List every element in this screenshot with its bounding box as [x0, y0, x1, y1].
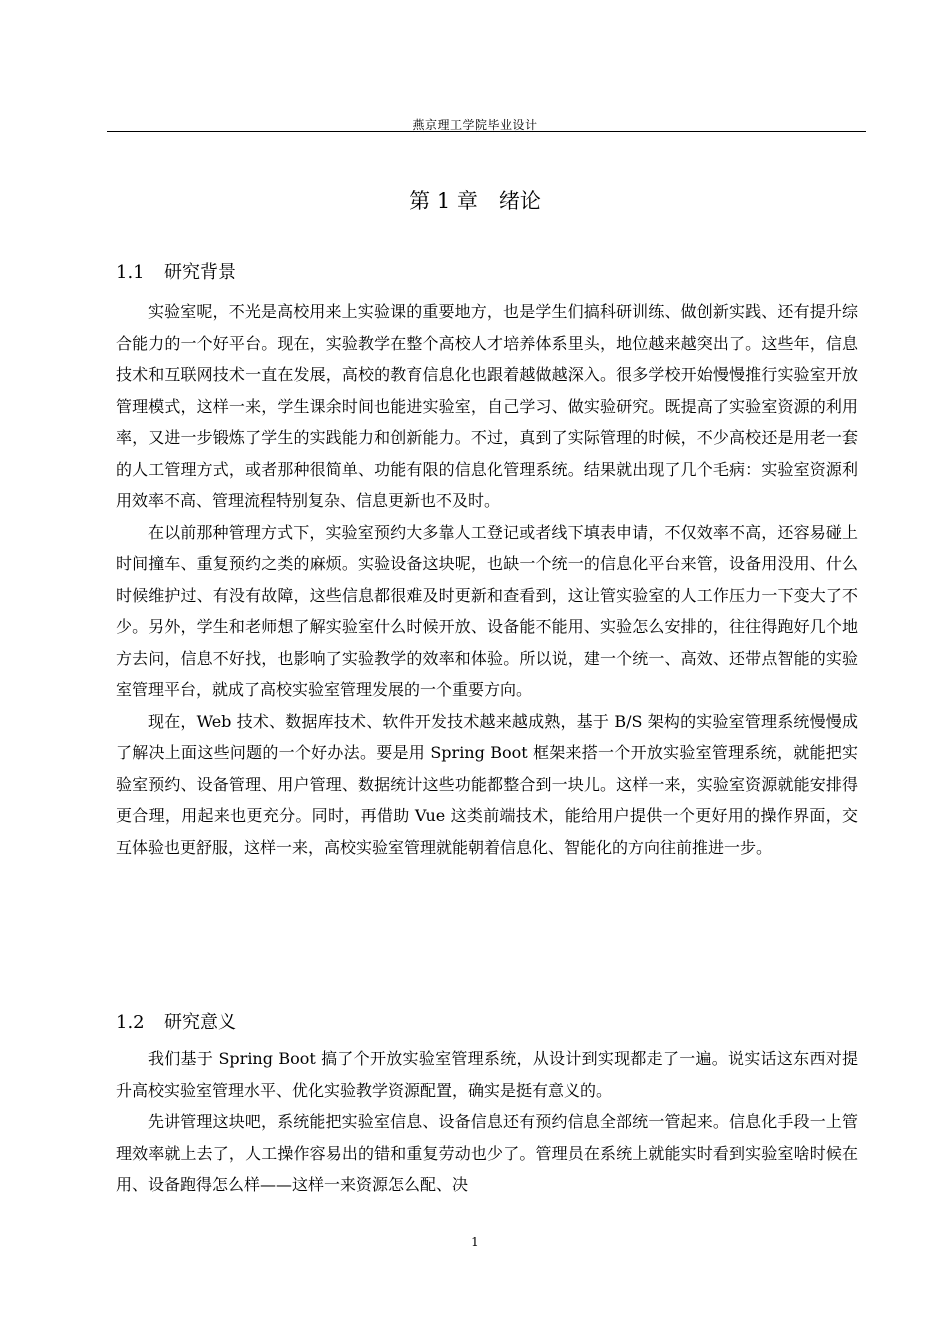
section-1-1-body — [116, 296, 858, 863]
paragraph: 先讲管理这块吧，系统能把实验室信息、设备信息还有预约信息全部统一管起来。信息化手段一上管理效率就上去了，人工操作容易出的错和重复劳动也少了。管理员在系统上就能实时看到实验室啥时候在用、设备跑得怎么样——这样一来资源怎么配、决 — [116, 1112, 858, 1194]
section-heading-1-1 — [116, 258, 236, 284]
section-number: 1.1 — [116, 262, 145, 283]
paragraph: 在以前那种管理方式下，实验室预约大多靠人工登记或者线下填表申请，不仅效率不高，还容易碰上时间撞车、重复预约之类的麻烦。实验设备这块呢，也缺一个统一的信息化平台来管，设备用没用、什么时候维护过、有没有故障，这些信息都很难及时更新和查看到，这让管实验室的人工作压力一下变大了不少。另外，学生和老师想了解实验室什么时候开放、设备能不能用、实验怎么安排的，往往得跑好几个地方去问，信息不好找，也影响了实验教学的效率和体验。所以说，建一个统一、高效、还带点智能的实验室管理平台，就成了高校实验室管理发展的一个重要方向。 — [116, 522, 858, 699]
section-heading-1-2 — [116, 1008, 236, 1034]
section-number: 1.2 — [116, 1012, 145, 1033]
paragraph: 现在，Web 技术、数据库技术、软件开发技术越来越成熟，基于 B/S 架构的实验室管理系统慢慢成了解决上面这些问题的一个好办法。要是用 Spring Boot 框架来搭一个开放实验室管理系统，就能把实验室预约、设备管理、用户管理、数据统计这些功能都整合到一块儿。这样一来，实验室资源就能安排得更合理，用起来也更充分。同时，再借助 Vue 这类前端技术，能给用户提供一个更好用的操作界面，交互体验也更舒服，这样一来，高校实验室管理就能朝着信息化、智能化的方向往前推进一步。 — [116, 711, 858, 857]
section-1-2-body — [116, 1043, 858, 1201]
section-title-text: 研究背景 — [164, 262, 236, 283]
header-divider — [107, 131, 866, 132]
running-header: 燕京理工学院毕业设计 — [412, 118, 538, 132]
section-title-text: 研究意义 — [164, 1012, 236, 1033]
page-number: 1 — [471, 1235, 479, 1249]
paragraph: 我们基于 Spring Boot 搞了个开放实验室管理系统，从设计到实现都走了一遍。说实话这东西对提升高校实验室管理水平、优化实验教学资源配置，确实是挺有意义的。 — [116, 1049, 858, 1100]
paragraph: 实验室呢，不光是高校用来上实验课的重要地方，也是学生们搞科研训练、做创新实践、还有提升综合能力的一个好平台。现在，实验教学在整个高校人才培养体系里头，地位越来越突出了。这些年，信息技术和互联网技术一直在发展，高校的教育信息化也跟着越做越深入。很多学校开始慢慢推行实验室开放管理模式，这样一来，学生课余时间也能进实验室，自己学习、做实验研究。既提高了实验室资源的利用率，又进一步锻炼了学生的实践能力和创新能力。不过，真到了实际管理的时候，不少高校还是用老一套的人工管理方式，或者那种很简单、功能有限的信息化管理系统。结果就出现了几个毛病：实验室资源利用效率不高、管理流程特别复杂、信息更新也不及时。 — [116, 302, 858, 510]
chapter-title: 第 1 章 绪论 — [409, 189, 541, 213]
